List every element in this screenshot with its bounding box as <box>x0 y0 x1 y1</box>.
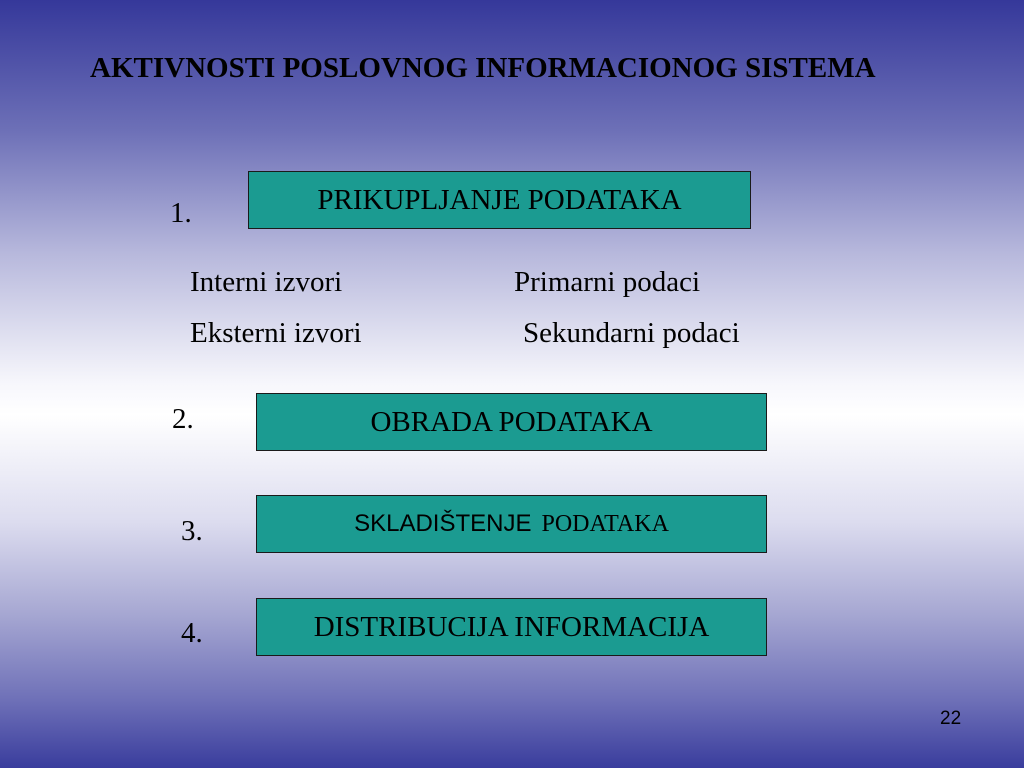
source-secondary: Sekundarni podaci <box>523 317 740 349</box>
step-3-label-part1: SKLADIŠTENJE <box>354 510 532 537</box>
step-1-label: PRIKUPLJANJE PODATAKA <box>317 183 682 216</box>
slide-title: AKTIVNOSTI POSLOVNOG INFORMACIONOG SISTEMA <box>90 52 876 84</box>
step-1-box <box>248 171 751 229</box>
page-number: 22 <box>940 708 962 729</box>
step-2-box <box>256 393 767 451</box>
step-2-number: 2. <box>172 403 194 435</box>
source-external: Eksterni izvori <box>190 317 362 349</box>
source-primary: Primarni podaci <box>514 266 701 298</box>
step-4-box <box>256 598 767 656</box>
step-3-box <box>256 495 767 553</box>
step-3-number: 3. <box>181 515 203 547</box>
source-internal: Interni izvori <box>190 266 343 298</box>
step-3-label-part2: PODATAKA <box>541 510 669 537</box>
step-4-number: 4. <box>181 617 203 649</box>
step-2-label: OBRADA PODATAKA <box>370 405 653 438</box>
step-1-number: 1. <box>170 197 192 229</box>
step-4-label: DISTRIBUCIJA INFORMACIJA <box>313 610 710 643</box>
